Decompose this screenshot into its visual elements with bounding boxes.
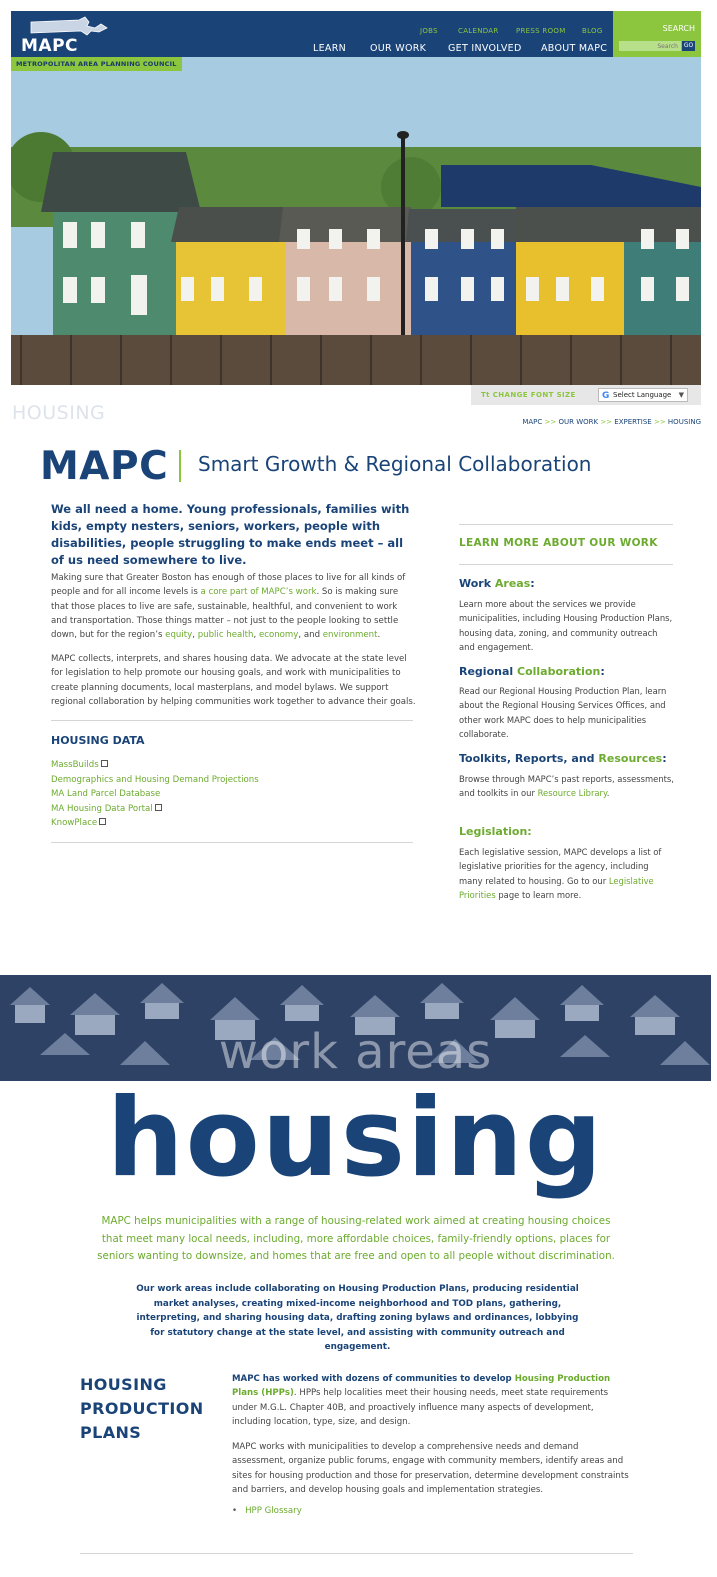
intro-paragraph-2: MAPC collects, interprets, and shares housing data. We advocate at the state level for legislation to help promote our housing goals, and work with municipalities to create planning documents, local masterplans, and model bylaws. We support regional collaboration by helping communities work together to advance their goals. [51,654,416,707]
toolkits-text: Browse through MAPC’s past reports, assessments, and toolkits in our Resource Library. [459,774,674,799]
intro-blue-text: Our work areas include collaborating on Housing Production Plans, producing residential market analyses, creating mixed-income neighborhood and TOD plans, gathering, interpreting, and sharing housing data, drafting zoning bylaws and ordinances, lobbying for statutory change at the state level, and assisting with community outreach and engagement. [136,1284,579,1352]
public-health-link[interactable]: public health [197,630,254,641]
link-housing-data-portal[interactable]: MA Housing Data Portal [51,802,259,817]
nav-about-mapc[interactable]: ABOUT MAPC [541,43,608,54]
link-land-parcel[interactable]: MA Land Parcel Database [51,789,161,799]
breadcrumb [522,418,701,426]
change-font-size-button[interactable]: Tt CHANGE FONT SIZE [481,391,576,399]
logo-text: MAPC [21,36,79,56]
hpp-title: HOUSING PRODUCTION PLANS [80,1375,204,1442]
nav-get-involved[interactable]: GET INVOLVED [448,43,522,54]
work-areas-text: Learn more about the services we provide municipalities, including Housing Production Plans, housing data, zoning, and community outreach and engagement. [459,599,673,652]
sidebar-title: LEARN MORE ABOUT OUR WORK [459,537,658,549]
row-houses-illustration [11,57,701,385]
regional-collaboration-heading[interactable]: Regional Collaboration: [459,665,605,678]
hero-image [11,57,701,385]
hpp-link[interactable]: Housing Production Plans (HPPs) [232,1374,611,1399]
legislative-priorities-link[interactable]: Legislative Priorities [459,875,654,900]
lead-paragraph: We all need a home. Young professionals, families with kids, empty nesters, seniors, workers, people with disabilities, people struggling to make ends meet – all of us need somewhere to live. [51,502,410,567]
hpp-paragraph-1: MAPC has worked with dozens of communities to develop Housing Production Plans (HPPs). HPPs help localities meet their housing needs, meet state requirements under M.G.L. Chapter 40B, and proactively influence many aspects of development, including location, type, size, and design. [232,1374,611,1427]
breadcrumb-expertise[interactable]: EXPERTISE [614,418,652,426]
breadcrumb-separator: >> [544,418,557,426]
legislation-text: Each legislative session, MAPC develops a list of legislative priorities for the agency, including many related to housing. Go to our Legislative Priorities page to learn more. [459,847,662,900]
environment-link[interactable]: environment [322,630,378,641]
breadcrumb-separator: >> [653,418,666,426]
intro-paragraph-1: Making sure that Greater Boston has enough of those places to live for all kinds of people and for all income levels is a core part of MAPC’s work. So is making sure that those places to live are safe, sustainable, healthful, and convenient to work and transportation. Those things matter – not just to the people looking to settle down, but for the region’s equity, public health, economy, and environment. [51,573,406,641]
massachusetts-map-icon [29,16,109,38]
org-name-tag: METROPOLITAN AREA PLANNING COUNCIL [11,57,182,71]
accessibility-toolbar [471,385,701,405]
regional-collaboration-text: Read our Regional Housing Production Plan, learn about the Regional Housing Services Offices, and other work MAPC does to help municipalities collaborate. [459,686,667,739]
housing-data-links [51,758,259,831]
breadcrumb-our-work[interactable]: OUR WORK [558,418,599,426]
util-nav-press-room[interactable]: PRESS ROOM [516,27,566,35]
resource-library-link[interactable]: Resource Library [537,788,607,799]
mapc-logo[interactable] [21,16,116,56]
hpp-glossary-link[interactable]: • HPP Glossary [232,1506,302,1516]
divider [51,842,413,843]
banner-text: work areas [218,1024,493,1080]
nav-our-work[interactable]: OUR WORK [357,43,439,59]
breadcrumb-housing[interactable]: HOUSING [667,418,701,426]
divider [459,564,673,565]
util-nav-calendar[interactable]: CALENDAR [458,27,499,35]
economy-link[interactable]: economy [258,630,299,641]
intro-green-text: MAPC helps municipalities with a range of housing-related work aimed at creating housing choices that meet many local needs, including, more affordable choices, family-friendly options, places for seniors wanting to downsize, and homes that are free and open to all people without discrimination. [97,1215,615,1262]
language-select[interactable]: G Select Language ▼ [598,388,688,402]
toolkits-heading[interactable]: Toolkits, Reports, and Resources: [459,752,667,765]
divider [80,1553,633,1554]
util-nav-jobs[interactable]: JOBS [420,27,438,35]
site-header [11,11,701,57]
external-link-icon [101,760,108,767]
search-panel [613,11,701,57]
font-size-icon: Tt [481,391,493,399]
core-work-link[interactable]: a core part of MAPC’s work [200,587,317,598]
brand-tagline: Smart Growth & Regional Collaboration [198,452,592,476]
link-massbuilds[interactable]: MassBuilds [51,758,259,773]
breadcrumb-mapc[interactable]: MAPC [522,418,543,426]
housing-big-title: housing [106,1076,605,1201]
equity-link[interactable]: equity [165,630,193,641]
link-demographics[interactable]: Demographics and Housing Demand Projections [51,774,259,785]
divider [51,720,413,721]
page-ghost-title: HOUSING [12,402,106,424]
brand-divider [179,450,181,482]
external-link-icon [99,818,106,825]
hpp-paragraph-2: MAPC works with municipalities to develop a comprehensive needs and demand assessment, organize public forums, engage with community members, identify areas and sites for housing production and those for preservation, determine development constraints and barriers, and develop housing goals and implementation strategies. [232,1442,629,1495]
link-knowplace[interactable]: KnowPlace [51,816,259,831]
breadcrumb-separator: >> [600,418,613,426]
dropdown-arrow-icon: ▼ [678,391,684,399]
external-link-icon [155,804,162,811]
google-icon: G [602,391,610,401]
util-nav-blog[interactable]: BLOG [582,27,603,35]
work-areas-heading[interactable]: Work Areas: [459,577,535,590]
divider [459,524,673,525]
legislation-heading[interactable]: Legislation: [459,825,532,838]
search-label: SEARCH [662,24,695,33]
housing-data-title: HOUSING DATA [51,734,145,747]
search-go-button[interactable]: GO [683,42,694,49]
nav-learn[interactable]: LEARN [313,43,347,54]
search-input[interactable] [619,41,681,51]
brand-name: MAPC [40,444,169,489]
